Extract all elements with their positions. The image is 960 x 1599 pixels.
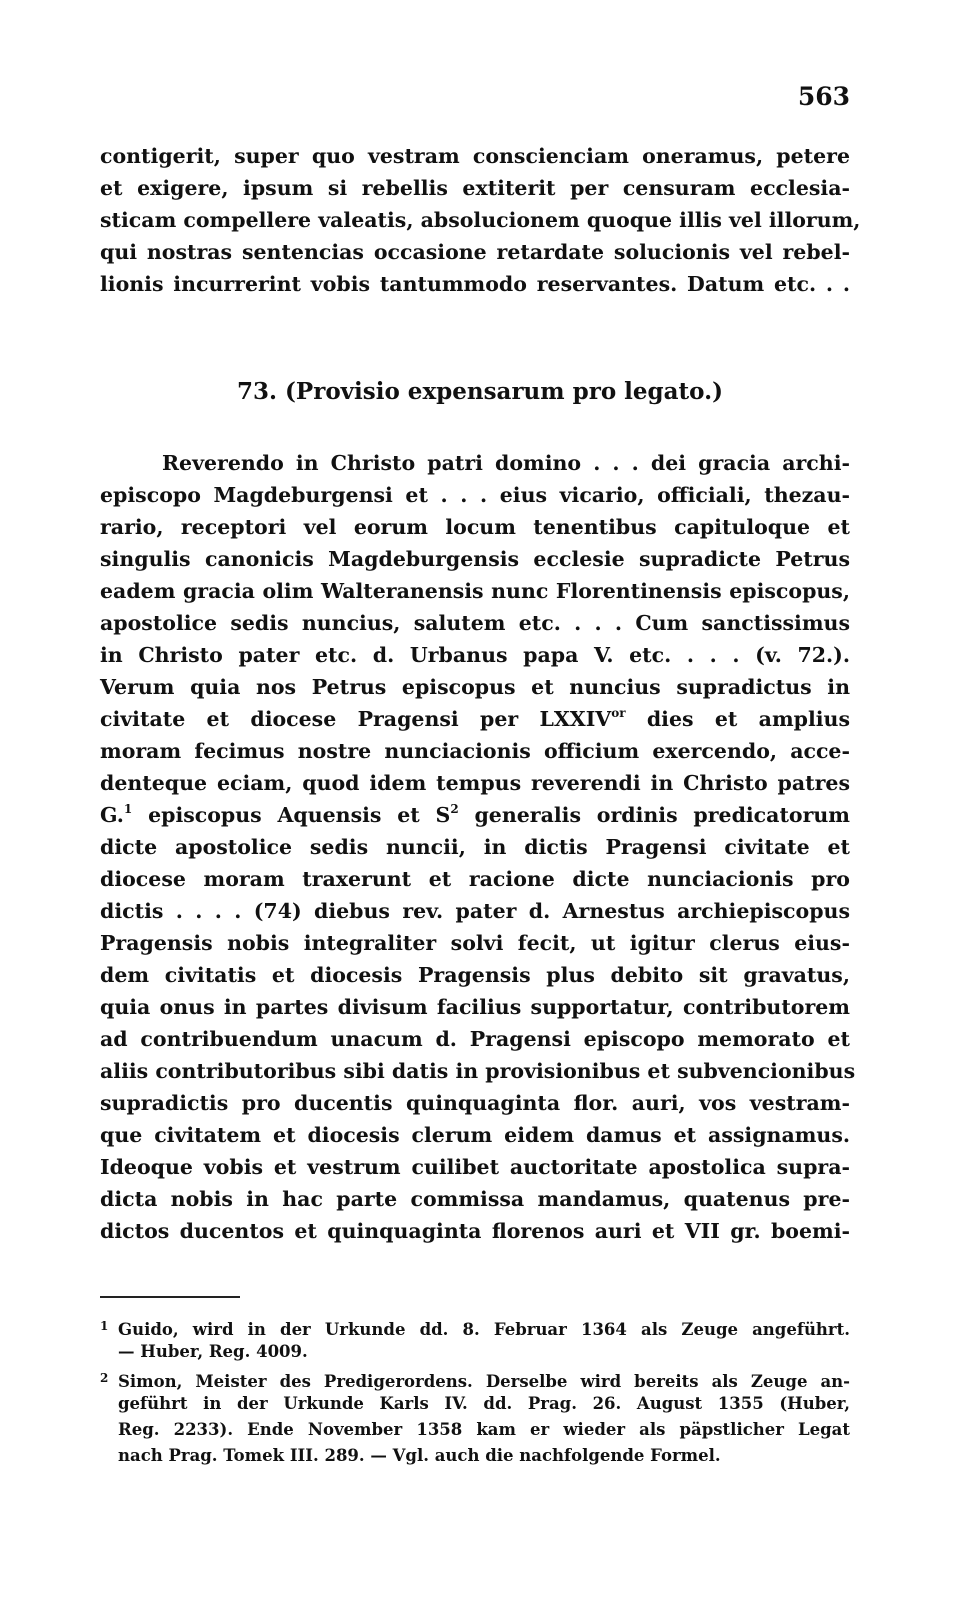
footnote-2-line: nach Prag. Tomek III. 289. — Vgl. auch die nachfolgende Formel. <box>118 1446 721 1465</box>
paragraph-line: dictos ducentos et quinquaginta florenos auri et VII gr. boemi- <box>100 1219 850 1243</box>
paragraph-line <box>100 799 850 831</box>
paragraph-line: ad contribuendum unacum d. Pragensi episcopo memorato et <box>100 1027 850 1051</box>
paragraph-line: qui nostras sentencias occasione retardate solucionis vel rebel- <box>100 240 850 264</box>
footnote-marker-2: 2 <box>100 1371 109 1385</box>
paragraph-line: moram fecimus nostre nunciacionis officium exercendo, acce- <box>100 739 850 763</box>
paragraph-line: dicta nobis in hac parte commissa mandamus, quatenus pre- <box>100 1187 850 1211</box>
paragraph-line: dicte apostolice sedis nuncii, in dictis Pragensi civitate et <box>100 835 850 859</box>
line-text: episcopus Aquensis et S <box>132 803 451 827</box>
paragraph-line: in Christo pater etc. d. Urbanus papa V. etc. . . . (v. 72.). <box>100 643 850 667</box>
footnote-ref-2: 2 <box>450 802 459 816</box>
paragraph-line: et exigere, ipsum si rebellis extiterit per censuram ecclesia- <box>100 176 850 200</box>
line-text: G. <box>100 803 124 827</box>
paragraph-line: Pragensis nobis integraliter solvi fecit, ut igitur clerus eius- <box>100 931 850 955</box>
paragraph-line: eadem gracia olim Walteranensis nunc Florentinensis episcopus, <box>100 579 850 603</box>
paragraph-line: singulis canonicis Magdeburgensis ecclesie supradicte Petrus <box>100 547 850 571</box>
footnote-text: Simon, Meister des Predigerordens. Derselbe wird bereits als Zeuge an- <box>118 1372 850 1391</box>
footnote-1-line: — Huber, Reg. 4009. <box>118 1342 308 1361</box>
line-text: generalis ordinis predicatorum <box>458 803 850 827</box>
continued-paragraph <box>100 140 861 300</box>
footnotes <box>100 1313 850 1469</box>
footnote-2-line: Reg. 2233). Ende November 1358 kam er wieder als päpstlicher Legat <box>118 1420 850 1439</box>
paragraph-line: dictis . . . . (74) diebus rev. pater d. Arnestus archiepiscopus <box>100 899 850 923</box>
paragraph-line: contigerit, super quo vestram conscienciam oneramus, petere <box>100 144 850 168</box>
letter-paragraph <box>100 447 856 1247</box>
footnote-text: Guido, wird in der Urkunde dd. 8. Februar 1364 als Zeuge angeführt. <box>118 1320 850 1339</box>
section-heading: 73. (Provisio expensarum pro legato.) <box>237 378 723 405</box>
paragraph-line <box>100 703 850 735</box>
paragraph-line: rario, receptori vel eorum locum tenentibus capituloque et <box>100 515 850 539</box>
paragraph-line: Reverendo in Christo patri domino . . . dei gracia archi- <box>162 451 850 475</box>
footnote-2-line <box>100 1365 850 1391</box>
paragraph-line: diocese moram traxerunt et racione dicte nunciacionis pro <box>100 867 850 891</box>
paragraph-line: supradictis pro ducentis quinquaginta flor. auri, vos vestram- <box>100 1091 850 1115</box>
footnote-2-line: geführt in der Urkunde Karls IV. dd. Prag. 26. August 1355 (Huber, <box>118 1394 850 1413</box>
paragraph-line: episcopo Magdeburgensi et . . . eius vicario, officiali, thezau- <box>100 483 850 507</box>
paragraph-line: sticam compellere valeatis, absolucionem quoque illis vel illorum, <box>100 208 861 232</box>
footnote-divider <box>100 1296 240 1298</box>
line-text: civitate et diocese Pragensi per LXXIV <box>100 707 612 731</box>
paragraph-line: denteque eciam, quod idem tempus reverendi in Christo patres <box>100 771 850 795</box>
superscript-or: or <box>611 706 626 720</box>
paragraph-line: que civitatem et diocesis clerum eidem damus et assignamus. <box>100 1123 850 1147</box>
paragraph-line: aliis contributoribus sibi datis in provisionibus et subvencionibus <box>100 1059 856 1083</box>
paragraph-line: dem civitatis et diocesis Pragensis plus debito sit gravatus, <box>100 963 850 987</box>
paragraph-line: Ideoque vobis et vestrum cuilibet auctoritate apostolica supra- <box>100 1155 850 1179</box>
paragraph-line: quia onus in partes divisum facilius supportatur, contributorem <box>100 995 850 1019</box>
footnote-marker-1: 1 <box>100 1319 109 1333</box>
footnote-ref-1: 1 <box>123 802 133 816</box>
page-number: 563 <box>797 82 850 111</box>
footnote-1-line <box>100 1313 850 1339</box>
paragraph-line: apostolice sedis nuncius, salutem etc. . . . Cum sanctissimus <box>100 611 850 635</box>
paragraph-line: lionis incurrerint vobis tantummodo reservantes. Datum etc. . . <box>100 272 850 296</box>
line-text: dies et amplius <box>625 707 850 731</box>
paragraph-line: Verum quia nos Petrus episcopus et nuncius supradictus in <box>100 675 850 699</box>
